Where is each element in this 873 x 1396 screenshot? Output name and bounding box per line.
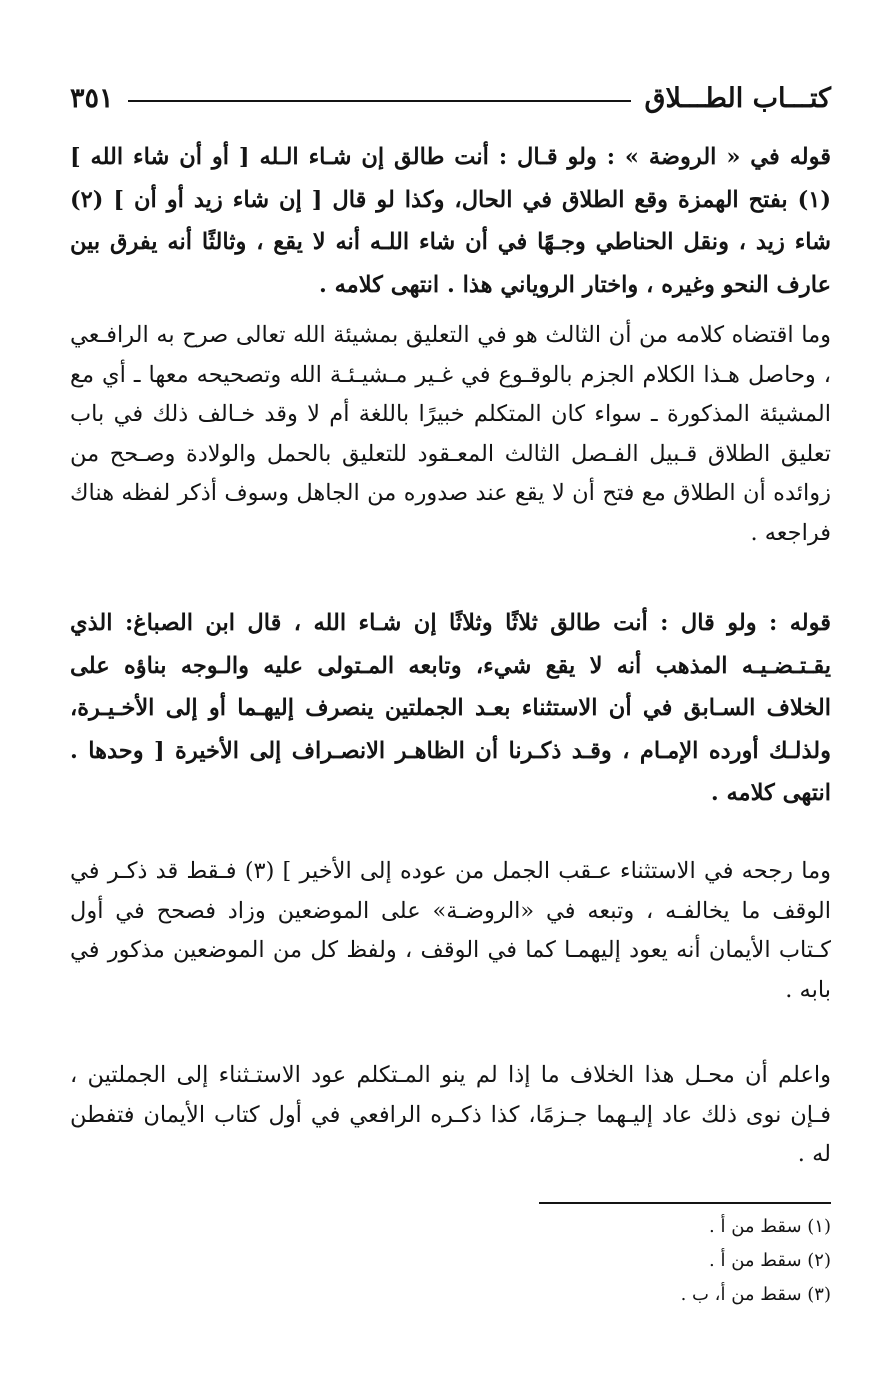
paragraph-2: وما اقتضاه كلامه من أن الثالث هو في التعليق بمشيئة الله تعالى صرح به الرافـعي ، وحاصل هـذا الكلام الجزم بالوقـوع في غـير مـشيـئـة الله وتصحيحه معها ـ أي مع المشيئة المذكورة ـ سواء كان المتكلم خبيرًا باللغة أم لا وقد خـالف ذلك في باب تعليق الطلاق قـبيل الفـصل الثالث المعـقود للتعليق بالحمل والولادة وصـحح من زوائده أن الطلاق مع فتح أن لا يقع عند صدوره من الجاهل وسوف أذكر لفظه هناك فراجعه . [70,322,831,546]
paragraph-4: وما رجحه في الاستثناء عـقب الجمل من عوده إلى الأخير ] (٣) فـقط قد ذكـر في الوقف ما يخالفـه ، وتبعه في «الروضـة» على الموضعين وزاد فصحح في أول كـتاب الأيمان أنه يعود إليهمـا كما في الوقف ، ولفظ كل من الموضعين مذكور في بابه . [70,858,831,1003]
chapter-title: كتـــاب الطـــلاق [644,82,831,114]
main-text [70,136,831,1174]
footnotes [431,1210,831,1312]
footnote-separator [539,1202,831,1204]
footnote-1: (١) سقط من أ . [709,1216,831,1237]
paragraph-1: قوله في « الروضة » : ولو قـال : أنت طالق إن شـاء الـله [ أو أن شاء الله ] (١) بفتح الهمزة وقع الطلاق في الحال، وكذا لو قال [ إن شاء زيد أو أن ] (٢) شاء زيد ، ونقل الحناطي وجـهًا في أن شاء اللـه أنه لا يقع ، وثالثًا أنه يفرق بين عارف النحو وغيره ، واختار الروياني هذا . انتهى كلامه . [70,144,831,298]
page-number: ٣٥١ [70,82,114,114]
header-rule [128,100,631,102]
footnote-3: (٣) سقط من أ، ب . [680,1284,831,1305]
footnote-2: (٢) سقط من أ . [709,1250,831,1271]
paragraph-3: قوله : ولو قال : أنت طالق ثلاثًا وثلاثًا إن شـاء الله ، قال ابن الصباغ: الذي يقـتـضـيـه المذهب أنه لا يقع شيء، وتابعه المـتولى عليه والـوجه بناؤه على الخلاف السـابق في أن الاستثناء بعـد الجملتين ينصرف إليهـما أو إلى الأخـيـرة، ولذلـك أورده الإمـام ، وقـد ذكـرنا أن الظاهـر الانصـراف إلى الأخيرة [ وحدها . انتهى كلامه . [70,610,831,806]
paragraph-5: واعلم أن محـل هذا الخلاف ما إذا لم ينو المـتكلم عود الاستـثناء إلى الجملتين ، فـإن نوى ذلك عاد إليـهما جـزمًا، كذا ذكـره الرافعي في أول كتاب الأيمان فتفطن له . [70,1062,831,1167]
running-header [70,76,831,120]
